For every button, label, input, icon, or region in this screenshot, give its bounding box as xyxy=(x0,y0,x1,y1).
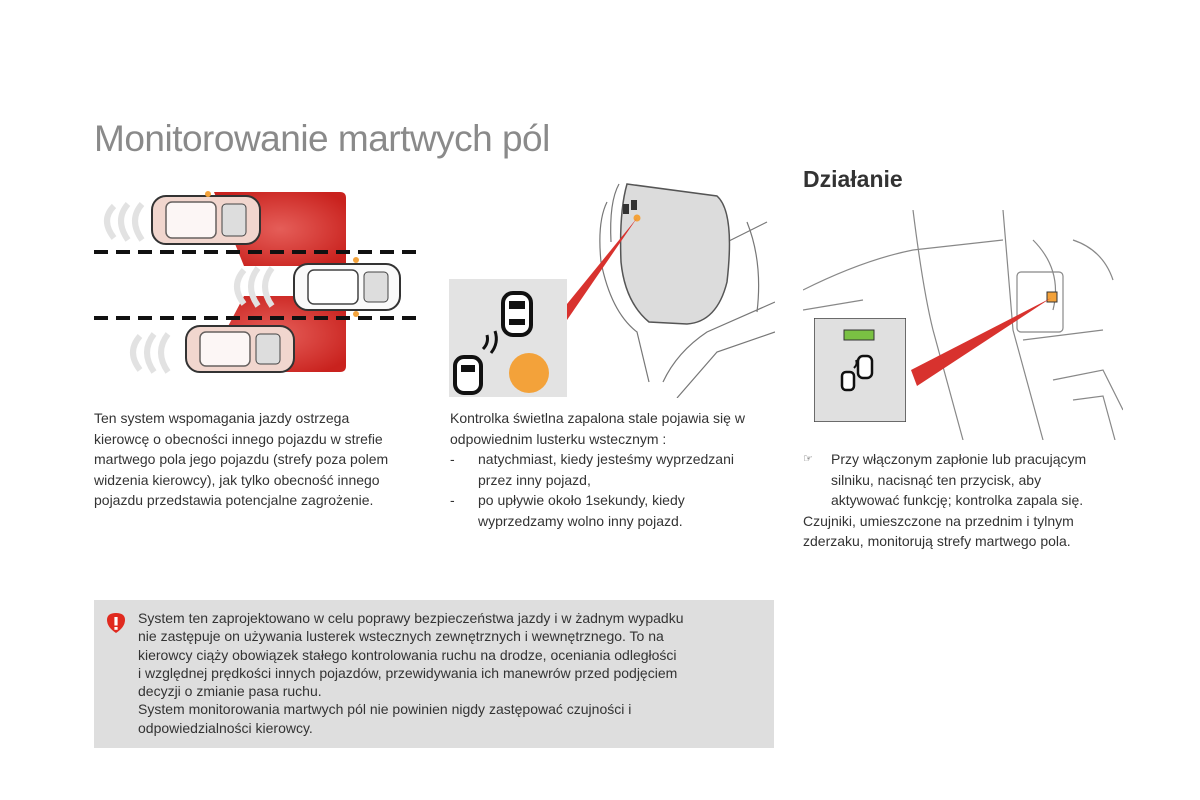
text-line: widzenia kierowcy), jak tylko obecność innego xyxy=(94,471,380,488)
text-line: nie zastępuje on używania lusterek wstecznych zewnętrznych i wewnętrznego. To na xyxy=(138,628,664,645)
page-title: Monitorowanie martwych pól xyxy=(94,118,550,159)
blind-spot-warning-symbol-inset xyxy=(449,279,567,397)
text-line: Ten system wspomagania jazdy ostrzega xyxy=(94,410,350,426)
orange-indicator-icon xyxy=(509,353,549,393)
section-heading-dzialanie: Działanie xyxy=(803,166,903,192)
car-symbol-icon xyxy=(503,293,531,335)
overtaking-car-top xyxy=(152,191,260,244)
text-line: silniku, nacisnąć ten przycisk, aby xyxy=(831,471,1042,488)
list-dash: - xyxy=(450,492,455,508)
list-dash: - xyxy=(450,451,455,467)
pointing-hand-icon: ☞ xyxy=(803,453,813,465)
door-mirror-indicator-illustration xyxy=(567,182,775,398)
text-line: przez inny pojazd, xyxy=(478,471,591,488)
description-paragraph xyxy=(94,408,434,511)
blind-spot-zones-diagram xyxy=(94,186,424,376)
text-line: zderzaku, monitorują strefy martwego pola. xyxy=(803,533,1071,549)
text-line: decyzji o zmianie pasa ruchu. xyxy=(138,683,322,700)
overtaking-car-bottom xyxy=(186,326,294,372)
text-line: natychmiast, kiedy jesteśmy wyprzedzani xyxy=(478,451,734,467)
text-line: martwego pola jego pojazdu (strefy poza polem xyxy=(94,451,389,467)
warning-box xyxy=(94,600,774,748)
text-line: po upływie około 1sekundy, kiedy xyxy=(478,492,685,508)
blind-spot-button-inset xyxy=(814,318,906,422)
own-car-middle xyxy=(294,257,400,317)
mirror-indicator-text xyxy=(450,408,780,531)
car-symbol-small-icon xyxy=(455,357,481,393)
text-line: odpowiedzialności kierowcy. xyxy=(138,719,313,736)
text-line: Kontrolka świetlna zapalona stale pojawia się w xyxy=(450,410,745,426)
text-line: System ten zaprojektowano w celu poprawy bezpieczeństwa jazdy i w żadnym wypadku xyxy=(138,610,684,626)
list-item xyxy=(450,490,780,511)
text-line: Czujniki, umieszczone na przednim i tylnym xyxy=(803,512,1074,529)
operation-text xyxy=(803,449,1123,552)
text-line: kierowcę o obecności innego pojazdu w strefie xyxy=(94,430,383,447)
green-indicator-icon xyxy=(844,330,874,340)
text-line: odpowiednim lusterku wstecznym : xyxy=(450,430,667,447)
warning-text xyxy=(138,609,768,737)
text-line: Przy włączonym zapłonie lub pracującym xyxy=(831,451,1087,467)
text-line: i względnej prędkości innych pojazdów, przewidywania ich manewrów przed podjęciem xyxy=(138,664,678,681)
exclamation-warning-icon xyxy=(106,612,126,634)
text-line: System monitorowania martwych pól nie powinien nigdy zastępować czujności i xyxy=(138,701,632,718)
text-line: kierowcy ciąży obowiązek stałego kontrolowania ruchu na drodze, oceniania odległości xyxy=(138,646,677,663)
text-line: wyprzedzamy wolno inny pojazd. xyxy=(478,512,683,529)
list-item xyxy=(803,449,1123,470)
text-line: pojazdu przedstawia potencjalne zagrożenie. xyxy=(94,492,374,508)
list-item xyxy=(450,449,780,470)
text-line: aktywować funkcję; kontrolka zapala się. xyxy=(831,492,1084,508)
